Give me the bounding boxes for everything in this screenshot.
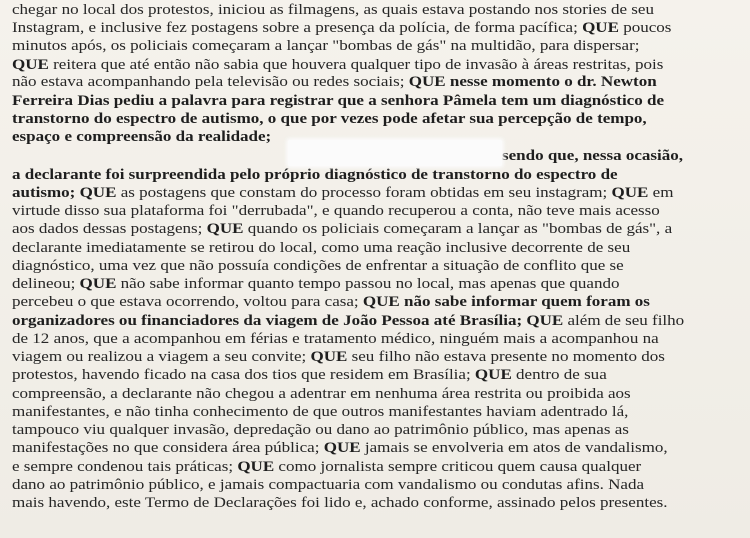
text-line [12, 239, 630, 257]
bold-text-segment: QUE [582, 19, 619, 36]
text-line [12, 275, 620, 293]
bold-text-segment: QUE [237, 458, 275, 475]
text-segment: protestos, havendo ficado na casa dos tios que residem em Brasília; [12, 366, 475, 383]
text-segment: as postagens que constam do processo foram obtidas em seu instagram; [116, 184, 612, 201]
text-segment: declarante imediatamente se retirou do local, como uma reação inclusive decorrente de seu [12, 239, 631, 256]
text-segment: diagnóstico, uma vez que não possuía condições de enfrentar a situação de conflito que se [12, 257, 624, 274]
bold-text-segment: QUE não sabe informar quem foram os [362, 293, 650, 310]
text-line [12, 439, 668, 457]
text-segment: reitera que até então não sabia que houvera qualquer tipo de invasão à áreas restritas, pois [48, 56, 664, 73]
bold-text-segment: sendo que, nessa ocasião, [502, 147, 684, 164]
text-line [12, 458, 641, 476]
text-line [12, 348, 665, 366]
text-segment: compreensão, a declarante não chegou a adentrar em nenhuma área restrita ou proibida aos [12, 385, 631, 402]
text-line [12, 385, 631, 403]
text-segment: dentro de sua [511, 366, 607, 383]
text-line [12, 184, 673, 202]
text-segment: minutos após, os policiais começaram a lançar "bombas de gás" na multidão, para dispersar; [12, 37, 640, 54]
bold-text-segment: organizadores ou financiadores da viagem de João Pessoa até Brasília; QUE [12, 312, 564, 329]
bold-text-segment: QUE nesse momento o dr. Newton [408, 73, 657, 90]
text-segment: não estava acompanhando pela televisão ou redes sociais; [12, 73, 409, 90]
text-segment: chegar no local dos protestos, iniciou as filmagens, as quais estava postando nos stories de seu [12, 1, 654, 18]
text-line [12, 73, 657, 91]
text-line [12, 421, 629, 439]
text-line [12, 166, 618, 184]
text-line [12, 494, 668, 512]
bold-text-segment: QUE [79, 275, 117, 292]
text-segment: quando os policiais começaram a lançar as "bombas de gás", a [243, 220, 673, 237]
text-line [12, 293, 650, 311]
text-line [12, 220, 672, 238]
text-line [12, 312, 684, 330]
text-segment: e sempre condenou tais práticas; [12, 458, 238, 475]
bold-text-segment: Ferreira Dias pediu a palavra para registrar que a senhora Pâmela tem um diagnóstico de [12, 92, 664, 109]
bold-text-segment: transtorno do espectro de autismo, o que por vezes pode afetar sua percepção de tempo, [12, 110, 647, 127]
text-line [12, 1, 654, 19]
text-segment: aos dados dessas postagens; [12, 220, 207, 237]
text-segment: como jornalista sempre criticou quem causa qualquer [274, 458, 642, 475]
text-segment: tampouco viu qualquer invasão, depredação ou dano ao patrimônio público, mas apenas as [12, 421, 629, 438]
text-line [12, 37, 639, 55]
bold-text-segment: QUE [206, 220, 244, 237]
text-line [12, 56, 663, 74]
text-segment: seu filho não estava presente no momento dos [347, 348, 665, 365]
text-segment: delineou; [12, 275, 80, 292]
bold-text-segment: QUE [323, 439, 361, 456]
bold-text-segment: espaço e compreensão da realidade; [12, 128, 272, 145]
text-segment: poucos [618, 19, 672, 36]
text-line [12, 476, 644, 494]
bold-text-segment: QUE [12, 56, 49, 73]
text-segment: além de seu filho [563, 312, 685, 329]
text-line [502, 147, 683, 165]
bold-text-segment: a declarante foi surpreendida pelo próprio diagnóstico de transtorno do espectro de [12, 166, 618, 183]
text-line [12, 330, 659, 348]
text-segment: não sabe informar quanto tempo passou no local, mas apenas que quando [116, 275, 620, 292]
bold-text-segment: QUE [310, 348, 348, 365]
bold-text-segment: QUE [474, 366, 512, 383]
redaction-block [288, 140, 502, 166]
text-line [12, 366, 607, 384]
text-line [12, 19, 671, 37]
text-segment: mais havendo, este Termo de Declarações foi lido e, achado conforme, assinado pelos presentes. [12, 494, 668, 511]
text-segment: Instagram, e inclusive fez postagens sobre a presença da polícia, de forma pacífica; [12, 19, 583, 36]
text-line [12, 257, 624, 275]
text-segment: em [648, 184, 674, 201]
text-segment: virtude disso sua plataforma foi "derrubada", e quando recuperou a conta, não teve mais acesso [12, 202, 660, 219]
text-segment: percebeu o que estava ocorrendo, voltou para casa; [12, 293, 363, 310]
text-segment: de 12 anos, que a acompanhou em férias e tratamento médico, ninguém mais a acompanhou na [12, 330, 659, 347]
text-line [12, 92, 664, 110]
text-segment: viagem ou realizou a viagem a seu convite; [12, 348, 311, 365]
text-segment: dano ao patrimônio público, e jamais compactuaria com vandalismo ou condutas afins. Nada [12, 476, 645, 493]
text-line [12, 128, 271, 146]
text-line [12, 403, 628, 421]
bold-text-segment: autismo; QUE [12, 184, 117, 201]
text-line [12, 202, 660, 220]
text-segment: manifestações no que considera área pública; [12, 439, 324, 456]
text-line [12, 110, 647, 128]
text-segment: manifestantes, e não tinha conhecimento de que outros manifestantes haviam adentrado lá, [12, 403, 629, 420]
bold-text-segment: QUE [611, 184, 649, 201]
text-segment: jamais se envolveria em atos de vandalismo, [360, 439, 668, 456]
